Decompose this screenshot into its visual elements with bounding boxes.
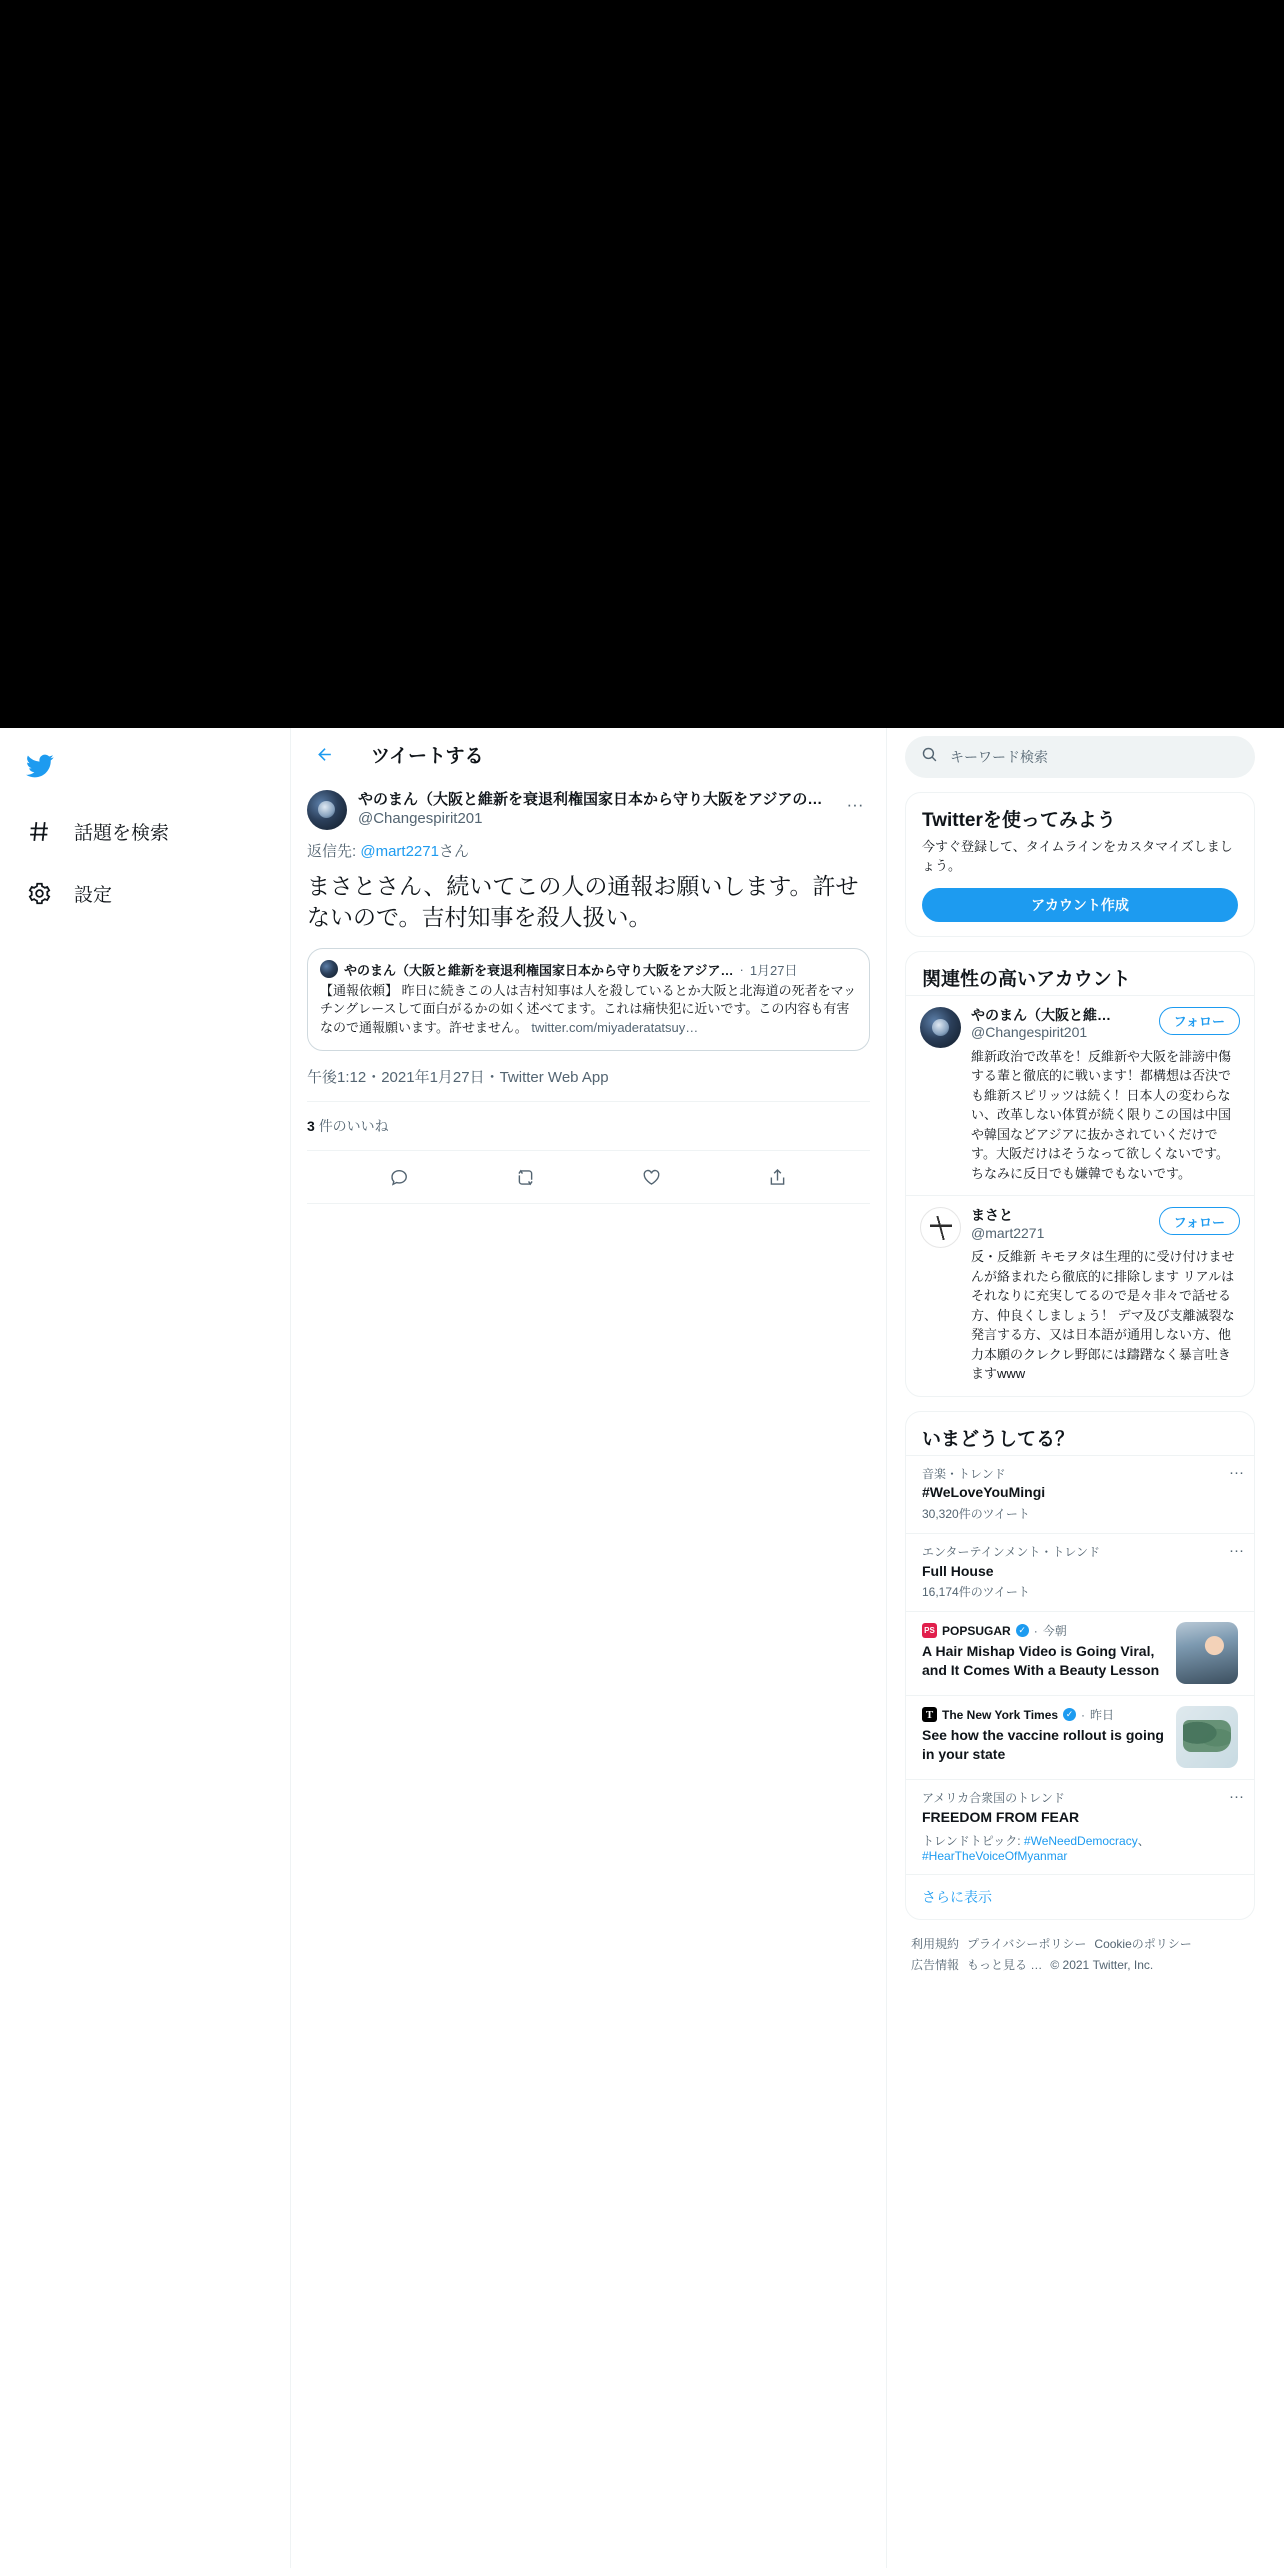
gear-icon xyxy=(26,880,52,906)
list-item[interactable] xyxy=(906,1533,1254,1611)
nytimes-logo-icon: T xyxy=(922,1707,937,1722)
trend-topics: トレンドトピック: #WeNeedDemocracy、#HearTheVoiceOfMyanmar xyxy=(922,1833,1150,1863)
reply-icon[interactable] xyxy=(383,1160,417,1194)
trend-name: Full House xyxy=(922,1562,994,1579)
trend-category: アメリカ合衆国のトレンド xyxy=(922,1791,1065,1806)
trend-count: 16,174件のツイート xyxy=(922,1585,1030,1600)
promo-title: Twitterを使ってみよう xyxy=(922,810,1116,831)
trends-title: いまどうしてる？ xyxy=(922,1428,1075,1450)
reply-context xyxy=(307,840,870,861)
page-title: ツイートする xyxy=(371,745,484,767)
news-time: 今朝 xyxy=(1042,1624,1067,1639)
twitter-page xyxy=(0,728,1284,2568)
popsugar-logo-icon: PS xyxy=(922,1623,937,1638)
news-headline: See how the vaccine rollout is going in your state xyxy=(922,1727,1164,1763)
verified-badge-icon: ✓ xyxy=(1016,1624,1029,1637)
likes-stat[interactable] xyxy=(307,1116,389,1136)
tweet-text: まさとさん、続いてこの人の通報お願いします。許せないので。吉村知事を殺人扱い。 xyxy=(307,873,859,931)
sidebar-item-label: 話題を検索 xyxy=(74,822,170,844)
tweet-timestamp: 午後1:12・2021年1月27日・Twitter Web App xyxy=(307,1051,870,1102)
main-column xyxy=(290,728,887,2568)
show-more-link[interactable]: さらに表示 xyxy=(906,1874,1254,1919)
likes-count: 3 xyxy=(307,1118,315,1135)
likes-label: 件のいいね xyxy=(318,1118,389,1135)
footer-link-more[interactable]: もっと見る … xyxy=(967,1957,1043,1972)
hashtag-icon xyxy=(26,818,52,844)
news-time: 昨日 xyxy=(1090,1708,1115,1723)
quoted-link[interactable]: twitter.com/miyaderatatsuy… xyxy=(531,1020,699,1036)
account-bio: 維新政治で改革を！反維新や大阪を誹謗中傷する輩と徹底的に戦います！都構想は否決でも維新スピリッツは続く！日本人の変わらない、改革しない体質が続く限りこの国は中国や韓国などアジアに抜かされていくだけです。大阪だけはそうなって欲しくないです。ちなみに反日でも嫌韓でもないです。 xyxy=(971,1048,1232,1181)
trend-category: 音楽・トレンド xyxy=(922,1466,1006,1481)
author-handle[interactable]: @Changespirit201 xyxy=(358,809,483,827)
trend-topic-tag[interactable]: #HearTheVoiceOfMyanmar xyxy=(922,1848,1068,1863)
quoted-text-body: 【通報依頼】 昨日に続きこの人は吉村知事は人を殺しているとか大阪と北海道の死者をマッチングレースして面白がるかの如く述べてます。これは痛快犯に近いです。この内容も有害なので通報願います。許せません。 xyxy=(320,982,857,1036)
retweet-icon[interactable] xyxy=(509,1160,543,1194)
news-source-row xyxy=(922,1622,1168,1639)
promo-subtitle: 今すぐ登録して、タイムラインをカスタマイズしましょう。 xyxy=(922,839,1233,873)
footer-links xyxy=(905,1920,1255,1996)
footer-copyright: © 2021 Twitter, Inc. xyxy=(1050,1957,1154,1972)
list-item[interactable] xyxy=(906,1195,1254,1396)
twitter-bird-icon[interactable] xyxy=(18,738,74,794)
quoted-tweet[interactable] xyxy=(307,948,870,1052)
list-item[interactable] xyxy=(906,1611,1254,1695)
sidebar-item-settings[interactable] xyxy=(18,862,290,924)
avatar xyxy=(320,960,338,978)
reply-prefix-label: 返信先: xyxy=(307,843,361,860)
news-thumbnail xyxy=(1176,1622,1238,1684)
more-options-icon[interactable]: ··· xyxy=(846,795,864,814)
separator-dot: · xyxy=(1081,1707,1086,1722)
separator-dot: · xyxy=(739,961,744,977)
back-arrow-icon[interactable] xyxy=(307,737,341,771)
tweet-actions xyxy=(307,1151,870,1204)
footer-link-cookies[interactable]: Cookieのポリシー xyxy=(1094,1936,1192,1951)
trend-topic-prefix: トレンドトピック: xyxy=(922,1833,1021,1848)
share-icon[interactable] xyxy=(760,1160,794,1194)
search-bar[interactable] xyxy=(905,736,1255,778)
account-display-name: やのまん（大阪と維… xyxy=(971,1006,1111,1023)
footer-link-ads[interactable]: 広告情報 xyxy=(911,1957,960,1972)
more-options-icon[interactable]: ··· xyxy=(1229,1542,1244,1560)
column-header xyxy=(291,728,886,780)
quoted-date: 1月27日 xyxy=(749,962,798,978)
search-input[interactable] xyxy=(950,749,1239,765)
news-headline: A Hair Mishap Video is Going Viral, and It Comes With a Beauty Lesson xyxy=(922,1643,1160,1679)
right-sidebar xyxy=(887,728,1284,2568)
avatar[interactable] xyxy=(307,790,347,830)
like-heart-icon[interactable] xyxy=(634,1160,668,1194)
tweet-detail xyxy=(291,780,886,1204)
trend-name: #WeLoveYouMingi xyxy=(922,1484,1046,1501)
account-display-name: まさと xyxy=(971,1207,1013,1224)
avatar[interactable] xyxy=(920,1007,961,1048)
news-thumbnail xyxy=(1176,1706,1238,1768)
trend-name: FREEDOM FROM FEAR xyxy=(922,1809,1080,1826)
account-handle: @mart2271 xyxy=(971,1224,1045,1241)
who-to-follow-title: 関連性の高いアカウント xyxy=(922,968,1131,990)
create-account-button[interactable]: アカウント作成 xyxy=(922,888,1238,922)
list-item[interactable] xyxy=(906,995,1254,1196)
follow-button[interactable]: フォロー xyxy=(1159,1007,1240,1035)
list-item[interactable] xyxy=(906,1779,1254,1873)
follow-button[interactable]: フォロー xyxy=(1159,1207,1240,1235)
sidebar-item-explore[interactable] xyxy=(18,800,290,862)
search-icon xyxy=(921,746,938,768)
news-source-name: The New York Times xyxy=(942,1707,1059,1722)
footer-link-terms[interactable]: 利用規約 xyxy=(911,1936,960,1951)
quoted-text xyxy=(320,982,857,1039)
sidebar-item-label: 設定 xyxy=(74,884,113,906)
author-display-name[interactable]: やのまん（大阪と維新を衰退利権国家日本から守り大阪をアジアの… xyxy=(358,791,823,808)
footer-link-privacy[interactable]: プライバシーポリシー xyxy=(967,1936,1087,1951)
tweet-author-row xyxy=(307,784,870,830)
trend-topic-tag[interactable]: #WeNeedDemocracy xyxy=(1023,1833,1138,1848)
account-handle: @Changespirit201 xyxy=(971,1024,1088,1041)
left-sidebar xyxy=(0,728,290,2568)
more-options-icon[interactable]: ··· xyxy=(1229,1788,1244,1806)
list-item[interactable] xyxy=(906,1695,1254,1779)
tweet-stats xyxy=(307,1102,870,1151)
quoted-display-name: やのまん（大阪と維新を衰退利権国家日本から守り大阪をアジア… xyxy=(344,962,734,978)
news-source-name: POPSUGAR xyxy=(942,1623,1011,1638)
avatar[interactable] xyxy=(920,1207,961,1248)
who-to-follow-card xyxy=(905,951,1255,1397)
trend-count: 30,320件のツイート xyxy=(922,1507,1030,1522)
verified-badge-icon: ✓ xyxy=(1063,1708,1076,1721)
reply-mention-link[interactable]: @mart2271 xyxy=(360,843,439,860)
quoted-author-row xyxy=(320,960,857,979)
reply-suffix-label: さん xyxy=(438,843,469,860)
account-bio: 反・反維新 キモヲタは生理的に受け付けませんが絡まれたら徹底的に排除します リアルはそれなりに充実してるので是々非々で話せる方、仲良くしましょう！ デマ及び支離滅裂な発言する方、又は日本語が通用しない方、他力本願のクレクレ野郎には躊躇なく暴言吐きますwww xyxy=(971,1249,1235,1382)
trend-category: エンターテインメント・トレンド xyxy=(922,1545,1101,1560)
trends-card xyxy=(905,1411,1255,1920)
signup-promo-card xyxy=(905,792,1255,937)
news-source-row xyxy=(922,1706,1168,1723)
more-options-icon[interactable]: ··· xyxy=(1229,1463,1244,1481)
separator-dot: · xyxy=(1033,1623,1038,1638)
list-item[interactable] xyxy=(906,1455,1254,1533)
